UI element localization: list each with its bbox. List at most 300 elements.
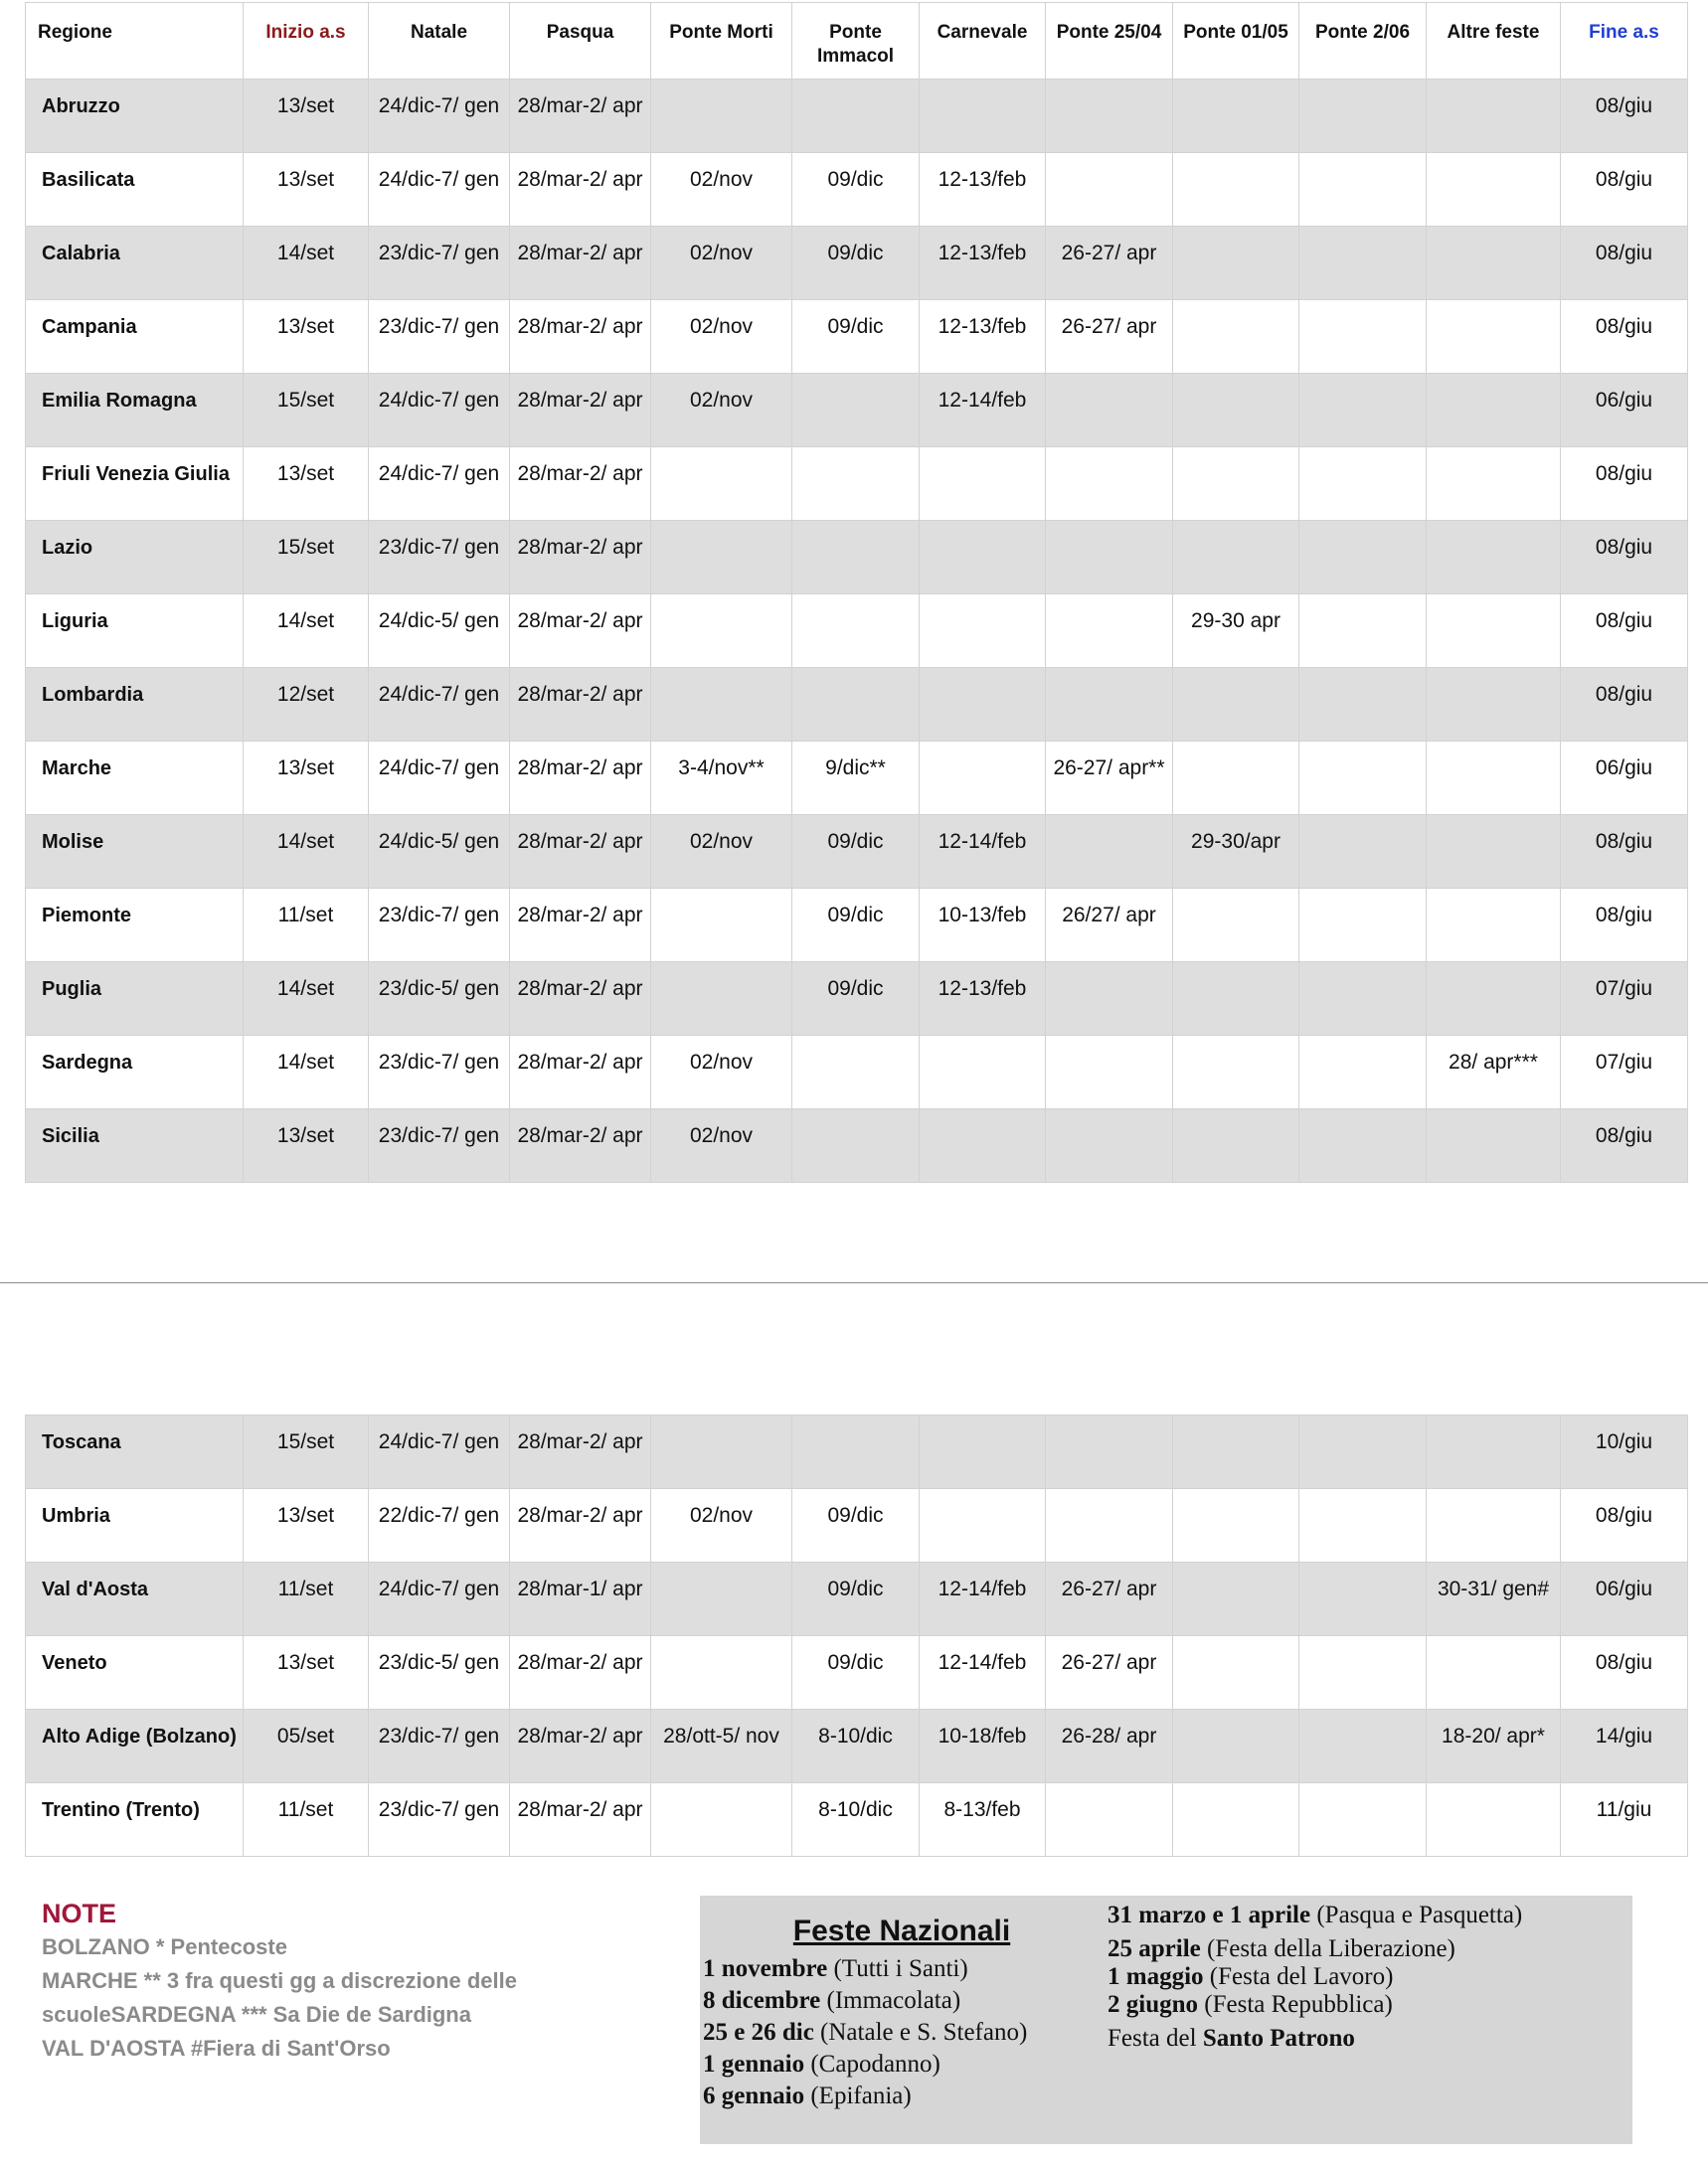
cell-natale [369, 1783, 510, 1857]
cell-regione [26, 594, 244, 668]
cell-pasqua [510, 1489, 651, 1563]
cell-ponte-2504 [1046, 815, 1173, 889]
cell-ponte-0206 [1299, 447, 1427, 521]
cell-text: 02/nov [689, 1051, 754, 1074]
cell-carnevale [920, 1489, 1046, 1563]
cell-inizio [244, 447, 369, 521]
cell-text: 24/dic-5/ gen [378, 609, 500, 632]
cell-text: 28/mar-2/ apr [517, 1124, 643, 1147]
cell-text: 14/set [276, 977, 335, 1000]
cell-altre-feste [1427, 889, 1561, 962]
cell-ponte-0206 [1299, 962, 1427, 1036]
cell-text: Umbria [42, 1505, 110, 1527]
school-calendar-table-page2 [25, 1415, 1688, 1857]
cell-ponte-morti [651, 962, 792, 1036]
cell-ponte-morti [651, 1710, 792, 1783]
cell-ponte-2504 [1046, 1416, 1173, 1489]
header-natale: Natale [369, 3, 510, 80]
cell-carnevale [920, 80, 1046, 153]
cell-regione [26, 668, 244, 742]
cell-altre-feste [1427, 447, 1561, 521]
table-row [26, 227, 1688, 300]
cell-text: 08/giu [1595, 1651, 1653, 1674]
cell-text: 28/mar-2/ apr [517, 1504, 643, 1527]
cell-fine [1561, 1109, 1688, 1183]
cell-ponte-immacol [792, 815, 920, 889]
cell-text: 28/mar-2/ apr [517, 462, 643, 485]
holiday-date: 1 novembre [703, 1955, 828, 1982]
cell-text: 02/nov [689, 1124, 754, 1147]
cell-fine [1561, 1489, 1688, 1563]
cell-text: 09/dic [827, 904, 884, 926]
cell-inizio [244, 594, 369, 668]
cell-text: 26-27/ apr [1061, 1651, 1157, 1674]
cell-altre-feste [1427, 1109, 1561, 1183]
cell-text: Puglia [42, 978, 102, 1000]
cell-text: 26-27/ apr [1061, 1578, 1157, 1600]
cell-text: 28/mar-2/ apr [517, 830, 643, 853]
cell-inizio [244, 153, 369, 227]
cell-text: 11/set [277, 1578, 334, 1600]
table-row [26, 1636, 1688, 1710]
table-row [26, 1416, 1688, 1489]
cell-text: 3-4/nov** [678, 756, 765, 779]
cell-ponte-0105 [1173, 447, 1299, 521]
cell-text: 24/dic-7/ gen [378, 168, 500, 191]
cell-text: 22/dic-7/ gen [378, 1504, 500, 1527]
cell-text: 23/dic-7/ gen [378, 536, 500, 559]
cell-inizio [244, 80, 369, 153]
cell-text: 09/dic [827, 1504, 884, 1527]
holiday-name: Festa del [1108, 2025, 1203, 2052]
cell-regione [26, 742, 244, 815]
cell-text: 28/mar-2/ apr [517, 1651, 643, 1674]
cell-regione [26, 962, 244, 1036]
cell-text: 14/set [276, 609, 335, 632]
cell-regione [26, 1710, 244, 1783]
cell-fine [1561, 227, 1688, 300]
cell-text: 09/dic [827, 168, 884, 191]
cell-ponte-immacol [792, 1710, 920, 1783]
holiday-date: 25 e 26 dic [703, 2019, 814, 2046]
table-row [26, 1036, 1688, 1109]
cell-text: 10-13/feb [938, 904, 1027, 926]
cell-ponte-0206 [1299, 521, 1427, 594]
cell-regione [26, 300, 244, 374]
cell-text: 08/giu [1595, 462, 1653, 485]
cell-pasqua [510, 1416, 651, 1489]
cell-inizio [244, 1109, 369, 1183]
cell-text: 26-28/ apr [1061, 1725, 1157, 1748]
header-fine: Fine a.s [1561, 3, 1688, 80]
cell-natale [369, 1710, 510, 1783]
table-row [26, 374, 1688, 447]
cell-ponte-0105 [1173, 1783, 1299, 1857]
cell-text: Campania [42, 316, 137, 338]
cell-carnevale [920, 227, 1046, 300]
cell-text: 8-10/dic [818, 1798, 893, 1821]
cell-text: 14/set [276, 1051, 335, 1074]
cell-altre-feste [1427, 1489, 1561, 1563]
cell-text: 28/mar-2/ apr [517, 536, 643, 559]
header-pasqua: Pasqua [510, 3, 651, 80]
cell-ponte-morti [651, 1563, 792, 1636]
cell-carnevale [920, 1710, 1046, 1783]
cell-inizio [244, 1636, 369, 1710]
cell-ponte-0206 [1299, 1109, 1427, 1183]
holiday-date: 2 giugno [1108, 1991, 1199, 2018]
cell-text: 28/mar-2/ apr [517, 1798, 643, 1821]
cell-fine [1561, 594, 1688, 668]
cell-text: 14/set [276, 242, 335, 264]
cell-ponte-0105 [1173, 742, 1299, 815]
cell-ponte-2504 [1046, 1036, 1173, 1109]
cell-text: Veneto [42, 1652, 107, 1674]
cell-fine [1561, 1710, 1688, 1783]
cell-pasqua [510, 227, 651, 300]
cell-text: 28/mar-2/ apr [517, 389, 643, 412]
cell-natale [369, 447, 510, 521]
cell-text: 13/set [276, 462, 335, 485]
cell-ponte-morti [651, 594, 792, 668]
cell-altre-feste [1427, 153, 1561, 227]
cell-text: 23/dic-7/ gen [378, 904, 500, 926]
cell-inizio [244, 374, 369, 447]
cell-text: 28/mar-2/ apr [517, 609, 643, 632]
holiday-item [1108, 1935, 1624, 1963]
cell-text: 08/giu [1595, 94, 1653, 117]
cell-ponte-2504 [1046, 889, 1173, 962]
holiday-date: 25 aprile [1108, 1935, 1201, 1962]
cell-ponte-immacol [792, 1636, 920, 1710]
cell-text: 28/ott-5/ nov [663, 1725, 779, 1748]
cell-text: Marche [42, 757, 112, 779]
table-row [26, 594, 1688, 668]
cell-carnevale [920, 889, 1046, 962]
cell-regione [26, 1563, 244, 1636]
cell-ponte-morti [651, 447, 792, 521]
cell-pasqua [510, 1783, 651, 1857]
cell-carnevale [920, 153, 1046, 227]
cell-carnevale [920, 962, 1046, 1036]
notes-title: NOTE [42, 1899, 117, 1928]
cell-ponte-0206 [1299, 300, 1427, 374]
cell-text: 02/nov [689, 168, 754, 191]
cell-regione [26, 1109, 244, 1183]
cell-ponte-immacol [792, 1109, 920, 1183]
holiday-item [703, 1985, 1101, 2017]
cell-ponte-0105 [1173, 80, 1299, 153]
cell-text: 28/mar-2/ apr [517, 315, 643, 338]
cell-ponte-0105 [1173, 815, 1299, 889]
cell-text: 29-30 apr [1191, 609, 1281, 632]
cell-fine [1561, 1563, 1688, 1636]
cell-ponte-immacol [792, 374, 920, 447]
header-ponte-2504: Ponte 25/04 [1046, 3, 1173, 80]
cell-text: 23/dic-7/ gen [378, 1798, 500, 1821]
cell-text: 02/nov [689, 389, 754, 412]
cell-regione [26, 227, 244, 300]
cell-inizio [244, 1489, 369, 1563]
cell-ponte-0105 [1173, 668, 1299, 742]
cell-ponte-0206 [1299, 1416, 1427, 1489]
header-ponte-0206: Ponte 2/06 [1299, 3, 1427, 80]
holiday-name: (Immacolata) [820, 1987, 961, 2014]
cell-text: 26-27/ apr [1061, 315, 1157, 338]
cell-text: 24/dic-7/ gen [378, 1578, 500, 1600]
cell-inizio [244, 1710, 369, 1783]
cell-text: 24/dic-5/ gen [378, 830, 500, 853]
cell-ponte-2504 [1046, 594, 1173, 668]
cell-ponte-immacol [792, 300, 920, 374]
cell-inizio [244, 300, 369, 374]
cell-text: 14/giu [1595, 1725, 1653, 1748]
cell-text: Sicilia [42, 1125, 99, 1147]
cell-text: 28/mar-2/ apr [517, 756, 643, 779]
cell-ponte-morti [651, 374, 792, 447]
cell-ponte-2504 [1046, 1636, 1173, 1710]
cell-natale [369, 374, 510, 447]
cell-text: 29-30/apr [1191, 830, 1281, 853]
cell-ponte-immacol [792, 1036, 920, 1109]
cell-text: Liguria [42, 610, 108, 632]
cell-ponte-morti [651, 153, 792, 227]
cell-ponte-immacol [792, 668, 920, 742]
cell-text: 15/set [276, 536, 335, 559]
cell-text: 24/dic-7/ gen [378, 756, 500, 779]
table-row [26, 1783, 1688, 1857]
cell-carnevale [920, 447, 1046, 521]
holiday-item [1108, 1963, 1624, 1991]
cell-text: 28/mar-2/ apr [517, 1051, 643, 1074]
cell-ponte-2504 [1046, 1710, 1173, 1783]
cell-ponte-2504 [1046, 742, 1173, 815]
cell-text: Trentino (Trento) [42, 1799, 200, 1821]
cell-text: 06/giu [1595, 389, 1653, 412]
cell-ponte-0206 [1299, 1710, 1427, 1783]
holiday-name: (Festa del Lavoro) [1203, 1963, 1394, 1990]
cell-text: 02/nov [689, 1504, 754, 1527]
cell-pasqua [510, 594, 651, 668]
holiday-item [703, 2017, 1101, 2049]
cell-text: 13/set [276, 1124, 335, 1147]
cell-text: 14/set [276, 830, 335, 853]
holiday-name: (Festa Repubblica) [1198, 1991, 1393, 2018]
cell-fine [1561, 300, 1688, 374]
cell-ponte-0105 [1173, 1636, 1299, 1710]
cell-text: 26/27/ apr [1062, 904, 1156, 926]
cell-text: 12-13/feb [938, 315, 1027, 338]
cell-ponte-0206 [1299, 227, 1427, 300]
cell-carnevale [920, 1636, 1046, 1710]
cell-inizio [244, 1563, 369, 1636]
cell-text: 28/mar-2/ apr [517, 977, 643, 1000]
cell-text: 08/giu [1595, 904, 1653, 926]
cell-text: 9/dic** [825, 756, 886, 779]
cell-text: 06/giu [1595, 756, 1653, 779]
cell-text: 23/dic-5/ gen [378, 977, 500, 1000]
cell-regione [26, 1416, 244, 1489]
feste-title: Feste Nazionali [792, 1915, 1011, 1947]
cell-pasqua [510, 668, 651, 742]
cell-ponte-2504 [1046, 1109, 1173, 1183]
cell-ponte-morti [651, 668, 792, 742]
cell-text: 23/dic-7/ gen [378, 1051, 500, 1074]
cell-text: 07/giu [1595, 977, 1653, 1000]
cell-text: 13/set [276, 94, 335, 117]
cell-ponte-morti [651, 1783, 792, 1857]
cell-ponte-2504 [1046, 153, 1173, 227]
holiday-name: (Capodanno) [804, 2051, 940, 2078]
cell-ponte-0206 [1299, 1783, 1427, 1857]
cell-natale [369, 1563, 510, 1636]
cell-text: 10/giu [1595, 1430, 1653, 1453]
cell-pasqua [510, 1636, 651, 1710]
cell-regione [26, 521, 244, 594]
note-bolzano: BOLZANO * Pentecoste [42, 1934, 287, 1959]
cell-altre-feste [1427, 668, 1561, 742]
cell-natale [369, 594, 510, 668]
cell-carnevale [920, 374, 1046, 447]
cell-ponte-0206 [1299, 594, 1427, 668]
cell-text: 24/dic-7/ gen [378, 683, 500, 706]
cell-text: 23/dic-5/ gen [378, 1651, 500, 1674]
table-row [26, 80, 1688, 153]
cell-altre-feste [1427, 815, 1561, 889]
cell-text: 24/dic-7/ gen [378, 462, 500, 485]
cell-text: 08/giu [1595, 315, 1653, 338]
cell-ponte-immacol [792, 1416, 920, 1489]
holiday-item [703, 2081, 1101, 2112]
cell-text: 15/set [276, 389, 335, 412]
cell-ponte-0206 [1299, 889, 1427, 962]
cell-ponte-morti [651, 815, 792, 889]
cell-text: 11/set [277, 1798, 334, 1821]
cell-ponte-0206 [1299, 1636, 1427, 1710]
cell-ponte-morti [651, 300, 792, 374]
cell-ponte-immacol [792, 1783, 920, 1857]
cell-ponte-0206 [1299, 815, 1427, 889]
cell-ponte-0105 [1173, 594, 1299, 668]
feste-right-column [1108, 1902, 1624, 2053]
cell-text: 02/nov [689, 242, 754, 264]
cell-carnevale [920, 1563, 1046, 1636]
cell-ponte-2504 [1046, 227, 1173, 300]
cell-pasqua [510, 1109, 651, 1183]
table-row [26, 300, 1688, 374]
holiday-name: (Epifania) [804, 2083, 912, 2109]
cell-ponte-2504 [1046, 668, 1173, 742]
cell-text: Lazio [42, 537, 93, 559]
header-altre-feste: Altre feste [1427, 3, 1561, 80]
cell-altre-feste [1427, 1636, 1561, 1710]
cell-text: 15/set [276, 1430, 335, 1453]
cell-pasqua [510, 1036, 651, 1109]
cell-text: 09/dic [827, 242, 884, 264]
cell-text: 23/dic-7/ gen [378, 1124, 500, 1147]
feste-left-column [703, 1912, 1101, 2112]
cell-altre-feste [1427, 1710, 1561, 1783]
cell-fine [1561, 1636, 1688, 1710]
cell-text: 09/dic [827, 1651, 884, 1674]
cell-natale [369, 668, 510, 742]
cell-ponte-0206 [1299, 1036, 1427, 1109]
cell-ponte-immacol [792, 1563, 920, 1636]
cell-text: 09/dic [827, 830, 884, 853]
cell-text: 13/set [276, 1504, 335, 1527]
cell-text: 11/giu [1596, 1798, 1652, 1821]
cell-ponte-0105 [1173, 153, 1299, 227]
cell-ponte-immacol [792, 521, 920, 594]
cell-ponte-2504 [1046, 1783, 1173, 1857]
cell-natale [369, 153, 510, 227]
table-row [26, 889, 1688, 962]
cell-text: 02/nov [689, 830, 754, 853]
table-row [26, 1710, 1688, 1783]
cell-inizio [244, 668, 369, 742]
cell-ponte-0206 [1299, 374, 1427, 447]
cell-text: 11/set [277, 904, 334, 926]
cell-inizio [244, 1783, 369, 1857]
cell-text: Val d'Aosta [42, 1579, 149, 1600]
cell-ponte-morti [651, 1109, 792, 1183]
cell-carnevale [920, 1416, 1046, 1489]
cell-carnevale [920, 742, 1046, 815]
cell-text: 09/dic [827, 315, 884, 338]
cell-text: 12-13/feb [938, 977, 1027, 1000]
cell-text: 13/set [276, 315, 335, 338]
cell-inizio [244, 815, 369, 889]
cell-ponte-immacol [792, 227, 920, 300]
cell-carnevale [920, 668, 1046, 742]
cell-ponte-0105 [1173, 1563, 1299, 1636]
cell-ponte-0105 [1173, 1036, 1299, 1109]
cell-pasqua [510, 300, 651, 374]
cell-altre-feste [1427, 594, 1561, 668]
cell-ponte-morti [651, 1489, 792, 1563]
cell-fine [1561, 1036, 1688, 1109]
school-calendar-table-page1 [25, 2, 1688, 1183]
cell-text: Calabria [42, 243, 120, 264]
cell-regione [26, 1036, 244, 1109]
table-row [26, 1563, 1688, 1636]
cell-regione [26, 1489, 244, 1563]
cell-text: 24/dic-7/ gen [378, 389, 500, 412]
cell-regione [26, 1783, 244, 1857]
table-body-page1 [26, 80, 1688, 1183]
cell-ponte-morti [651, 80, 792, 153]
cell-ponte-immacol [792, 153, 920, 227]
page-divider [0, 1282, 1708, 1283]
cell-ponte-0206 [1299, 1489, 1427, 1563]
note-marche: MARCHE ** 3 fra questi gg a discrezione delle [42, 1968, 518, 1993]
cell-ponte-2504 [1046, 1489, 1173, 1563]
cell-text: 28/mar-2/ apr [517, 904, 643, 926]
cell-fine [1561, 447, 1688, 521]
cell-ponte-morti [651, 521, 792, 594]
cell-natale [369, 889, 510, 962]
cell-text: 08/giu [1595, 1504, 1653, 1527]
cell-text: 02/nov [689, 315, 754, 338]
cell-pasqua [510, 374, 651, 447]
cell-regione [26, 447, 244, 521]
cell-text: 28/mar-2/ apr [517, 1430, 643, 1453]
cell-text: 05/set [276, 1725, 335, 1748]
cell-text: 12/set [276, 683, 335, 706]
cell-altre-feste [1427, 1036, 1561, 1109]
cell-text: 28/mar-2/ apr [517, 168, 643, 191]
cell-text: Lombardia [42, 684, 144, 706]
